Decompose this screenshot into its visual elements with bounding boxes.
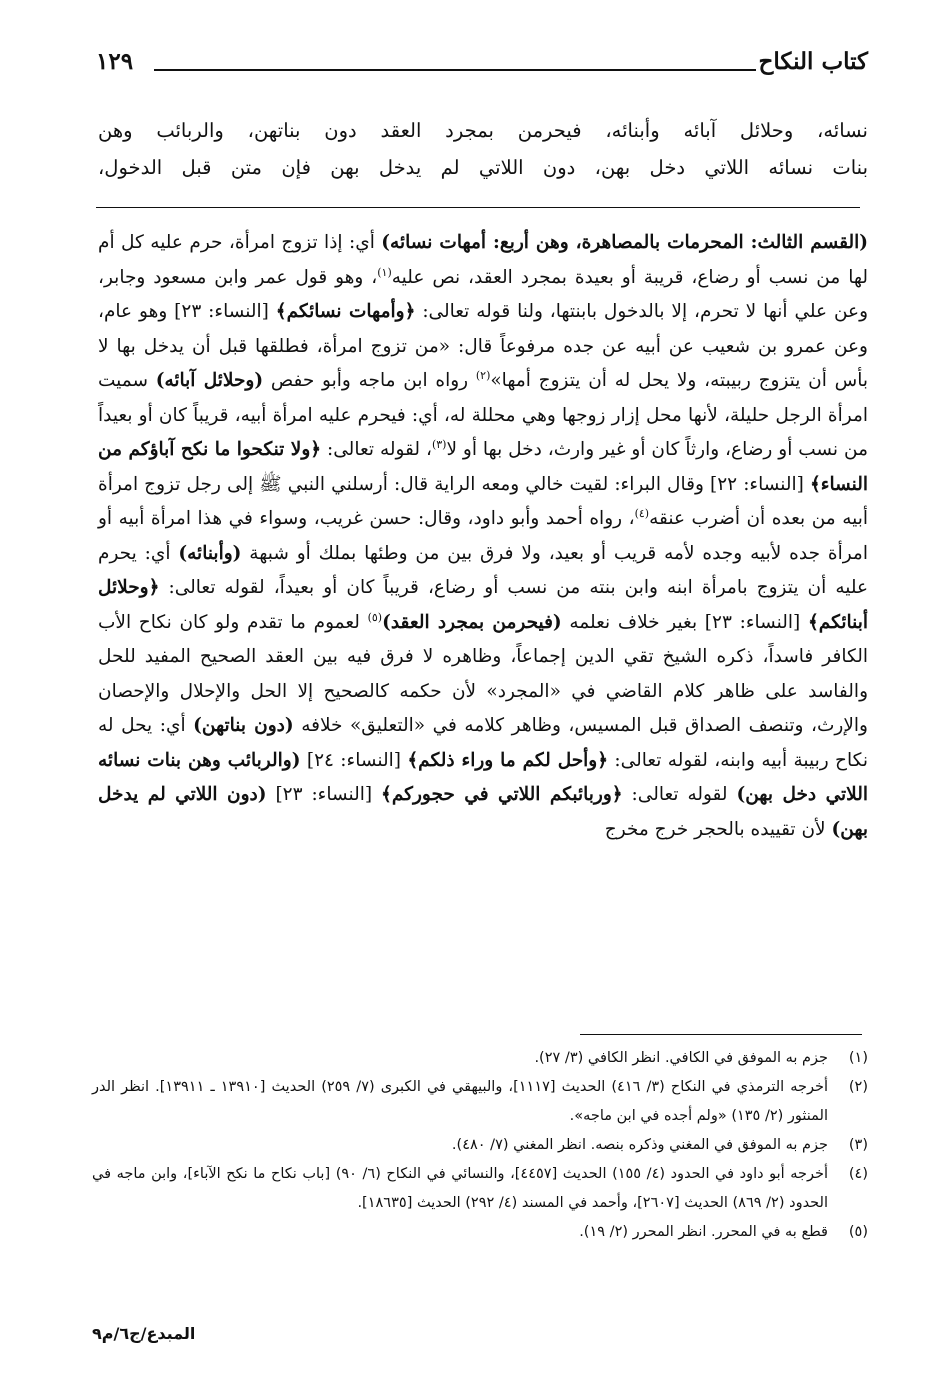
footnote-number: (٥) — [848, 1224, 868, 1240]
commentary-run: أي: يحرم عليه أن يتزوج بامرأة ابنه وابن بنته من نسب أو رضاع، قريباً كان أو بعيداً، لقوله تعالى: — [98, 542, 868, 598]
footnote-ref: (٣) — [431, 437, 447, 451]
commentary-run: رواه ابن ماجه وأبو حفص — [263, 370, 476, 391]
commentary-run: لأن تقييده بالحجر خرج مخرج — [604, 818, 832, 840]
header-rule — [154, 69, 756, 71]
bold-quote: ﴿وحلائل أبنائكم﴾ — [98, 577, 868, 633]
commentary-text — [98, 226, 868, 847]
page-number: ١٢٩ — [96, 48, 134, 75]
bold-quote: (وأبنائه) — [178, 542, 242, 564]
commentary-run: سميت امرأة الرجل حليلة، لأنها محل إزار زوجها وهي محللة له، أي: فيحرم عليه امرأة أبيه، قريباً كان أو بعيداً من نسب أو رضاع، وارثاً كان أو غير وارث، دخل بها أو لا — [98, 370, 868, 460]
footnote-text: قطع به في المحرر. انظر المحرر (٢/ ١٩). — [579, 1224, 828, 1240]
footnote — [92, 1044, 868, 1073]
commentary-run: أي: إذا تزوج امرأة، حرم عليه كل أم لها من نسب أو رضاع، قريبة أو بعيدة بمجرد العقد، نص عليه — [98, 232, 868, 288]
footnote-text: جزم به الموفق في المغني وذكره بنصه. انظر المغني (٧/ ٤٨٠). — [451, 1137, 828, 1153]
footnote-number: (١) — [848, 1050, 868, 1066]
footnote-number: (٤) — [848, 1166, 868, 1182]
commentary-run: أي: يحل له نكاح ربيبة أبيه وابنه، لقوله تعالى: — [98, 715, 868, 771]
footnote — [92, 1218, 868, 1247]
bold-quote: ﴿وأحل لكم ما وراء ذلكم﴾ — [407, 749, 609, 771]
footnote-ref: (٢) — [475, 368, 491, 382]
bold-quote: (القسم الثالث: المحرمات بالمصاهرة، وهن أربع: أمهات نسائه) — [381, 232, 868, 253]
commentary-run: [النساء: ٢٣] بغير خلاف نعلمه — [561, 611, 808, 633]
matn-separator — [96, 207, 860, 208]
footnote-ref: (٥) — [367, 610, 383, 624]
footnote — [92, 1160, 868, 1218]
commentary-run: ، رواه أحمد وأبو داود، وقال: حسن غريب، وسواء في هذا امرأة أبيه أو امرأة جده لأبيه وجده لأمه قريب أو بعيد، ولا فرق بين من وطئها بملك أو شبهة — [98, 508, 868, 564]
footnote-text: أخرجه الترمذي في النكاح (٣/ ٤١٦) الحديث [١١١٧]، والبيهقي في الكبرى (٧/ ٢٥٩) الحديث [١٣٩١٠ ـ ١٣٩١١]. انظر الدر المنثور (٢/ ١٣٥) «ولم أجده في ابن ماجه». — [92, 1079, 828, 1124]
commentary-run: ، وهو قول عمر وابن مسعود وجابر، وعن علي أنها لا تحرم، إلا بالدخول بابنتها، ولنا قوله تعالى: — [98, 266, 869, 322]
commentary-run: لعموم ما تقدم ولو كان نكاح الأب الكافر فاسداً، ذكره الشيخ تقي الدين إجماعاً، وظاهره لا فرق فيه بين العقد الصحيح المفيد للحل والفاسد على ظاهر كلام القاضي في «المجرد» لأن حكمه كالصحيح إلا الحل والإحلال والإحصان والإرث، وتنصف الصداق قبل المسيس، وظاهر كلامه في «التعليق» خلافه — [98, 611, 868, 736]
footnote-ref: (٤) — [634, 506, 650, 520]
commentary-run: [النساء: ٢٢] وقال البراء: لقيت خالي ومعه الراية قال: أرسلني النبي ﷺ إلى رجل تزوج امرأة أبيه من بعده أن أضرب عنقه — [98, 473, 868, 529]
footnote-separator — [580, 1034, 862, 1035]
bold-quote: (دون اللاتي لم يدخل بهن) — [98, 784, 868, 840]
bold-quote: (فيحرمن بمجرد العقد) — [382, 611, 562, 633]
matn-line: بنات نسائه اللاتي دخل بهن، دون اللاتي لم يدخل بهن فإن متن قبل الدخول، — [98, 156, 868, 179]
footnote-number: (٣) — [848, 1137, 868, 1153]
commentary-run: لقوله تعالى: — [622, 784, 737, 805]
footnote — [92, 1131, 868, 1160]
bold-quote: (وحلائل آبائه) — [155, 370, 264, 391]
commentary-run: ، لقوله تعالى: — [321, 439, 432, 460]
bold-quote: ﴿ولا تنكحوا ما نكح آباؤكم من النساء﴾ — [98, 439, 868, 495]
footnote-ref: (١) — [377, 265, 392, 279]
page-header — [96, 48, 868, 84]
bold-quote: ﴿وربائبكم اللاتي في حجوركم﴾ — [381, 784, 623, 805]
footnotes — [92, 1044, 868, 1247]
footnote-text: جزم به الموفق في الكافي. انظر الكافي (٣/ ٢٧). — [534, 1050, 828, 1066]
footnote-number: (٢) — [848, 1079, 868, 1095]
footnote-text: أخرجه أبو داود في الحدود (٤/ ١٥٥) الحديث [٤٤٥٧]، والنسائي في النكاح (٦/ ٩٠) [باب نكاح ما نكح الآباء]، وابن ماجه في الحدود (٢/ ٨٦٩) الحديث [٢٦٠٧]، وأحمد في المسند (٤/ ٢٩٢) الحديث [١٨٦٣٥]. — [92, 1166, 829, 1211]
bold-quote: ﴿وأمهات نسائكم﴾ — [275, 301, 416, 322]
matn-line: نسائه، وحلائل آبائه وأبنائه، فيحرمن بمجرد العقد دون بناتهن، والربائب وهن — [98, 119, 868, 142]
matn-text — [98, 112, 868, 186]
bold-quote: (والربائب وهن بنات نسائه اللاتي دخل بهن) — [98, 749, 868, 805]
commentary-run: [النساء: ٢٣] وهو عام، وعن عمرو بن شعيب عن أبيه عن جده مرفوعاً قال: «من تزوج امرأة، فطلقها قبل أن يدخل بها لا بأس أن يتزوج ربيبته، ولا يحل له أن يتزوج أمها» — [98, 301, 868, 391]
signature-mark: المبدع/ج٦/م٩ — [92, 1324, 196, 1343]
commentary-run: [النساء: ٢٤] — [300, 749, 408, 771]
bold-quote: (دون بناتهن) — [193, 715, 294, 736]
commentary-paragraph — [98, 226, 868, 847]
commentary-run: [النساء: ٢٣] — [266, 784, 382, 805]
footnote — [92, 1073, 868, 1131]
running-title: كتاب النكاح — [758, 48, 868, 75]
